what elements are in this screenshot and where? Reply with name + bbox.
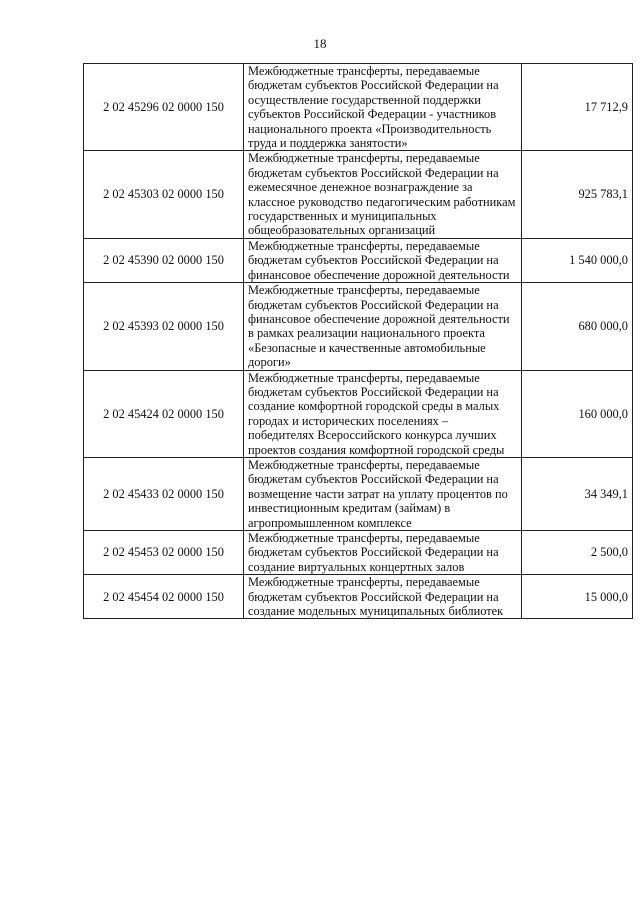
table-row (84, 370, 633, 457)
transfer-description: Межбюджетные трансферты, передаваемые бюджетам субъектов Российской Федерации на финансовое обеспечение дорожной деятельности в рамках реализации национального проекта «Безопасные и качественные автомобильные дороги» (244, 283, 522, 370)
table-row (84, 64, 633, 151)
transfer-description: Межбюджетные трансферты, передаваемые бюджетам субъектов Российской Федерации на создание модельных муниципальных библиотек (244, 575, 522, 619)
budget-code: 2 02 45296 02 0000 150 (84, 64, 244, 151)
table-row (84, 575, 633, 619)
transfer-description: Межбюджетные трансферты, передаваемые бюджетам субъектов Российской Федерации на возмещение части затрат на уплату процентов по инвестиционным кредитам (займам) в агропромышленном комплексе (244, 457, 522, 530)
transfer-description: Межбюджетные трансферты, передаваемые бюджетам субъектов Российской Федерации на финансовое обеспечение дорожной деятельности (244, 238, 522, 282)
budget-code: 2 02 45390 02 0000 150 (84, 238, 244, 282)
budget-code: 2 02 45453 02 0000 150 (84, 531, 244, 575)
table-row (84, 457, 633, 530)
budget-table (83, 63, 633, 619)
amount: 2 500,0 (522, 531, 633, 575)
budget-code: 2 02 45454 02 0000 150 (84, 575, 244, 619)
transfer-description: Межбюджетные трансферты, передаваемые бюджетам субъектов Российской Федерации на ежемесячное денежное вознаграждение за классное руководство педагогическим работникам государственных и муниципальных общеобразовательных организаций (244, 151, 522, 238)
transfer-description: Межбюджетные трансферты, передаваемые бюджетам субъектов Российской Федерации на осуществление государственной поддержки субъектов Российской Федерации - участников национального проекта «Производительность труда и поддержка занятости» (244, 64, 522, 151)
amount: 15 000,0 (522, 575, 633, 619)
table-row (84, 531, 633, 575)
amount: 680 000,0 (522, 283, 633, 370)
amount: 17 712,9 (522, 64, 633, 151)
amount: 34 349,1 (522, 457, 633, 530)
page-number: 18 (313, 36, 327, 51)
budget-code: 2 02 45393 02 0000 150 (84, 283, 244, 370)
budget-code: 2 02 45433 02 0000 150 (84, 457, 244, 530)
transfer-description: Межбюджетные трансферты, передаваемые бюджетам субъектов Российской Федерации на создание виртуальных концертных залов (244, 531, 522, 575)
budget-code: 2 02 45303 02 0000 150 (84, 151, 244, 238)
table-row (84, 283, 633, 370)
transfer-description: Межбюджетные трансферты, передаваемые бюджетам субъектов Российской Федерации на создание комфортной городской среды в малых городах и исторических поселениях – победителях Всероссийского конкурса лучших проектов создания комфортной городской среды (244, 370, 522, 457)
table-row (84, 151, 633, 238)
amount: 1 540 000,0 (522, 238, 633, 282)
budget-code: 2 02 45424 02 0000 150 (84, 370, 244, 457)
table-row (84, 238, 633, 282)
amount: 925 783,1 (522, 151, 633, 238)
amount: 160 000,0 (522, 370, 633, 457)
